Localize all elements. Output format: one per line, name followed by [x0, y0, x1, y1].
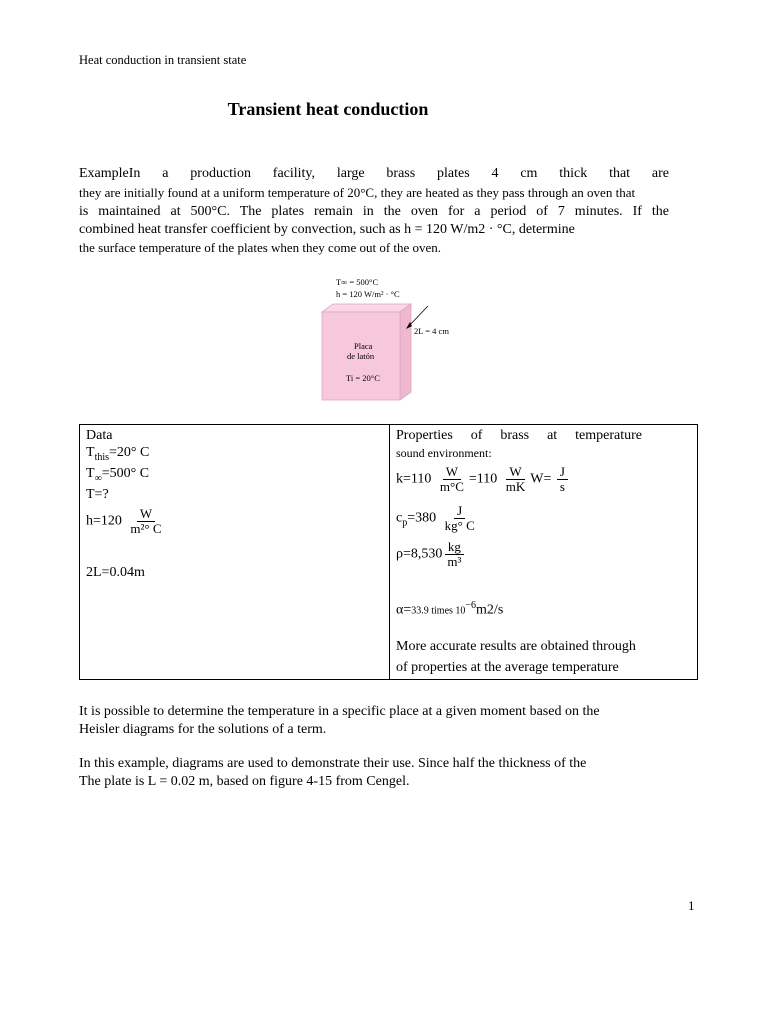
heisler-paragraph	[79, 703, 669, 739]
t-infinity: $T_\infty=500^\circ$ C	[86, 466, 150, 484]
properties-table	[79, 424, 698, 680]
page-title: Transient heat conduction	[227, 99, 429, 119]
t-unknown: T=?	[86, 487, 109, 502]
figure-plate-label-2: de latón	[347, 351, 375, 361]
heisler-line-1: It is possible to determine the temperature in a specific place at a given moment based on the	[79, 704, 600, 719]
example-line-4: combined heat transfer coefficient by convection, such as h = 120 W/m2 · °C, determine	[79, 222, 575, 237]
example-use-line-1: In this example, diagrams are used to demonstrate their use. Since half the thickness of the	[79, 756, 587, 771]
figure-t-inf: T∞ = 500°C	[336, 277, 379, 287]
figure-ti: Ti = 20°C	[346, 373, 380, 383]
alpha-value: α=33.9 times $10^{-6}m2/s$	[396, 600, 504, 618]
heisler-line-2: Heisler diagrams for the solutions of a term.	[79, 722, 327, 737]
example-use-paragraph	[79, 755, 669, 791]
data-cell	[80, 425, 390, 680]
properties-heading: Properties of brass at temperature	[396, 428, 642, 443]
h-value: h=120 $\frac{W}{\text{m²° C}}$	[86, 506, 162, 536]
figure-h: h = 120 W/m² · °C	[336, 289, 400, 299]
note-line-1: More accurate results are obtained through	[396, 639, 636, 654]
half-thickness: 2L=0.04m	[86, 565, 145, 580]
figure-thickness: 2L = 4 cm	[414, 326, 449, 336]
example-line-2: they are initially found at a uniform temperature of 20°C, they are heated as they pass through an oven that	[79, 185, 636, 200]
example-line-1: ExampleIn a production facility, large brass plates 4 cm thick that are	[79, 166, 669, 181]
data-heading: Data	[86, 428, 113, 443]
properties-cell	[390, 425, 698, 680]
example-line-3: is maintained at 500°C. The plates remain in the oven for a period of 7 minutes. If the	[79, 204, 669, 219]
example-line-5: the surface temperature of the plates when they come out of the oven.	[79, 240, 442, 255]
figure-plate-label-1: Placa	[354, 341, 373, 351]
cp-value: $c_p=380$ $\frac{J}{kg^\circ C}$	[396, 503, 475, 533]
note-line-2: of properties at the average temperature	[396, 660, 619, 675]
running-header: Heat conduction in transient state	[79, 53, 247, 67]
rho-value: ρ=8,530 $\frac{kg}{\text{m³}}$	[396, 540, 466, 569]
properties-subheading: sound environment:	[396, 446, 492, 460]
t-initial: $T_{this}=20^\circ$ C	[86, 445, 150, 463]
example-paragraph	[79, 165, 669, 257]
page-number: 1	[688, 898, 695, 913]
plate-figure	[310, 270, 470, 405]
k-value: k=110 $\frac{W}{m^\circ C}$ =110 $\frac{W}{mK}$ W= $\frac{J}{s}$	[396, 465, 570, 494]
example-use-line-2: The plate is L = 0.02 m, based on figure 4-15 from Cengel.	[79, 774, 410, 789]
plate-drawing	[310, 270, 470, 405]
